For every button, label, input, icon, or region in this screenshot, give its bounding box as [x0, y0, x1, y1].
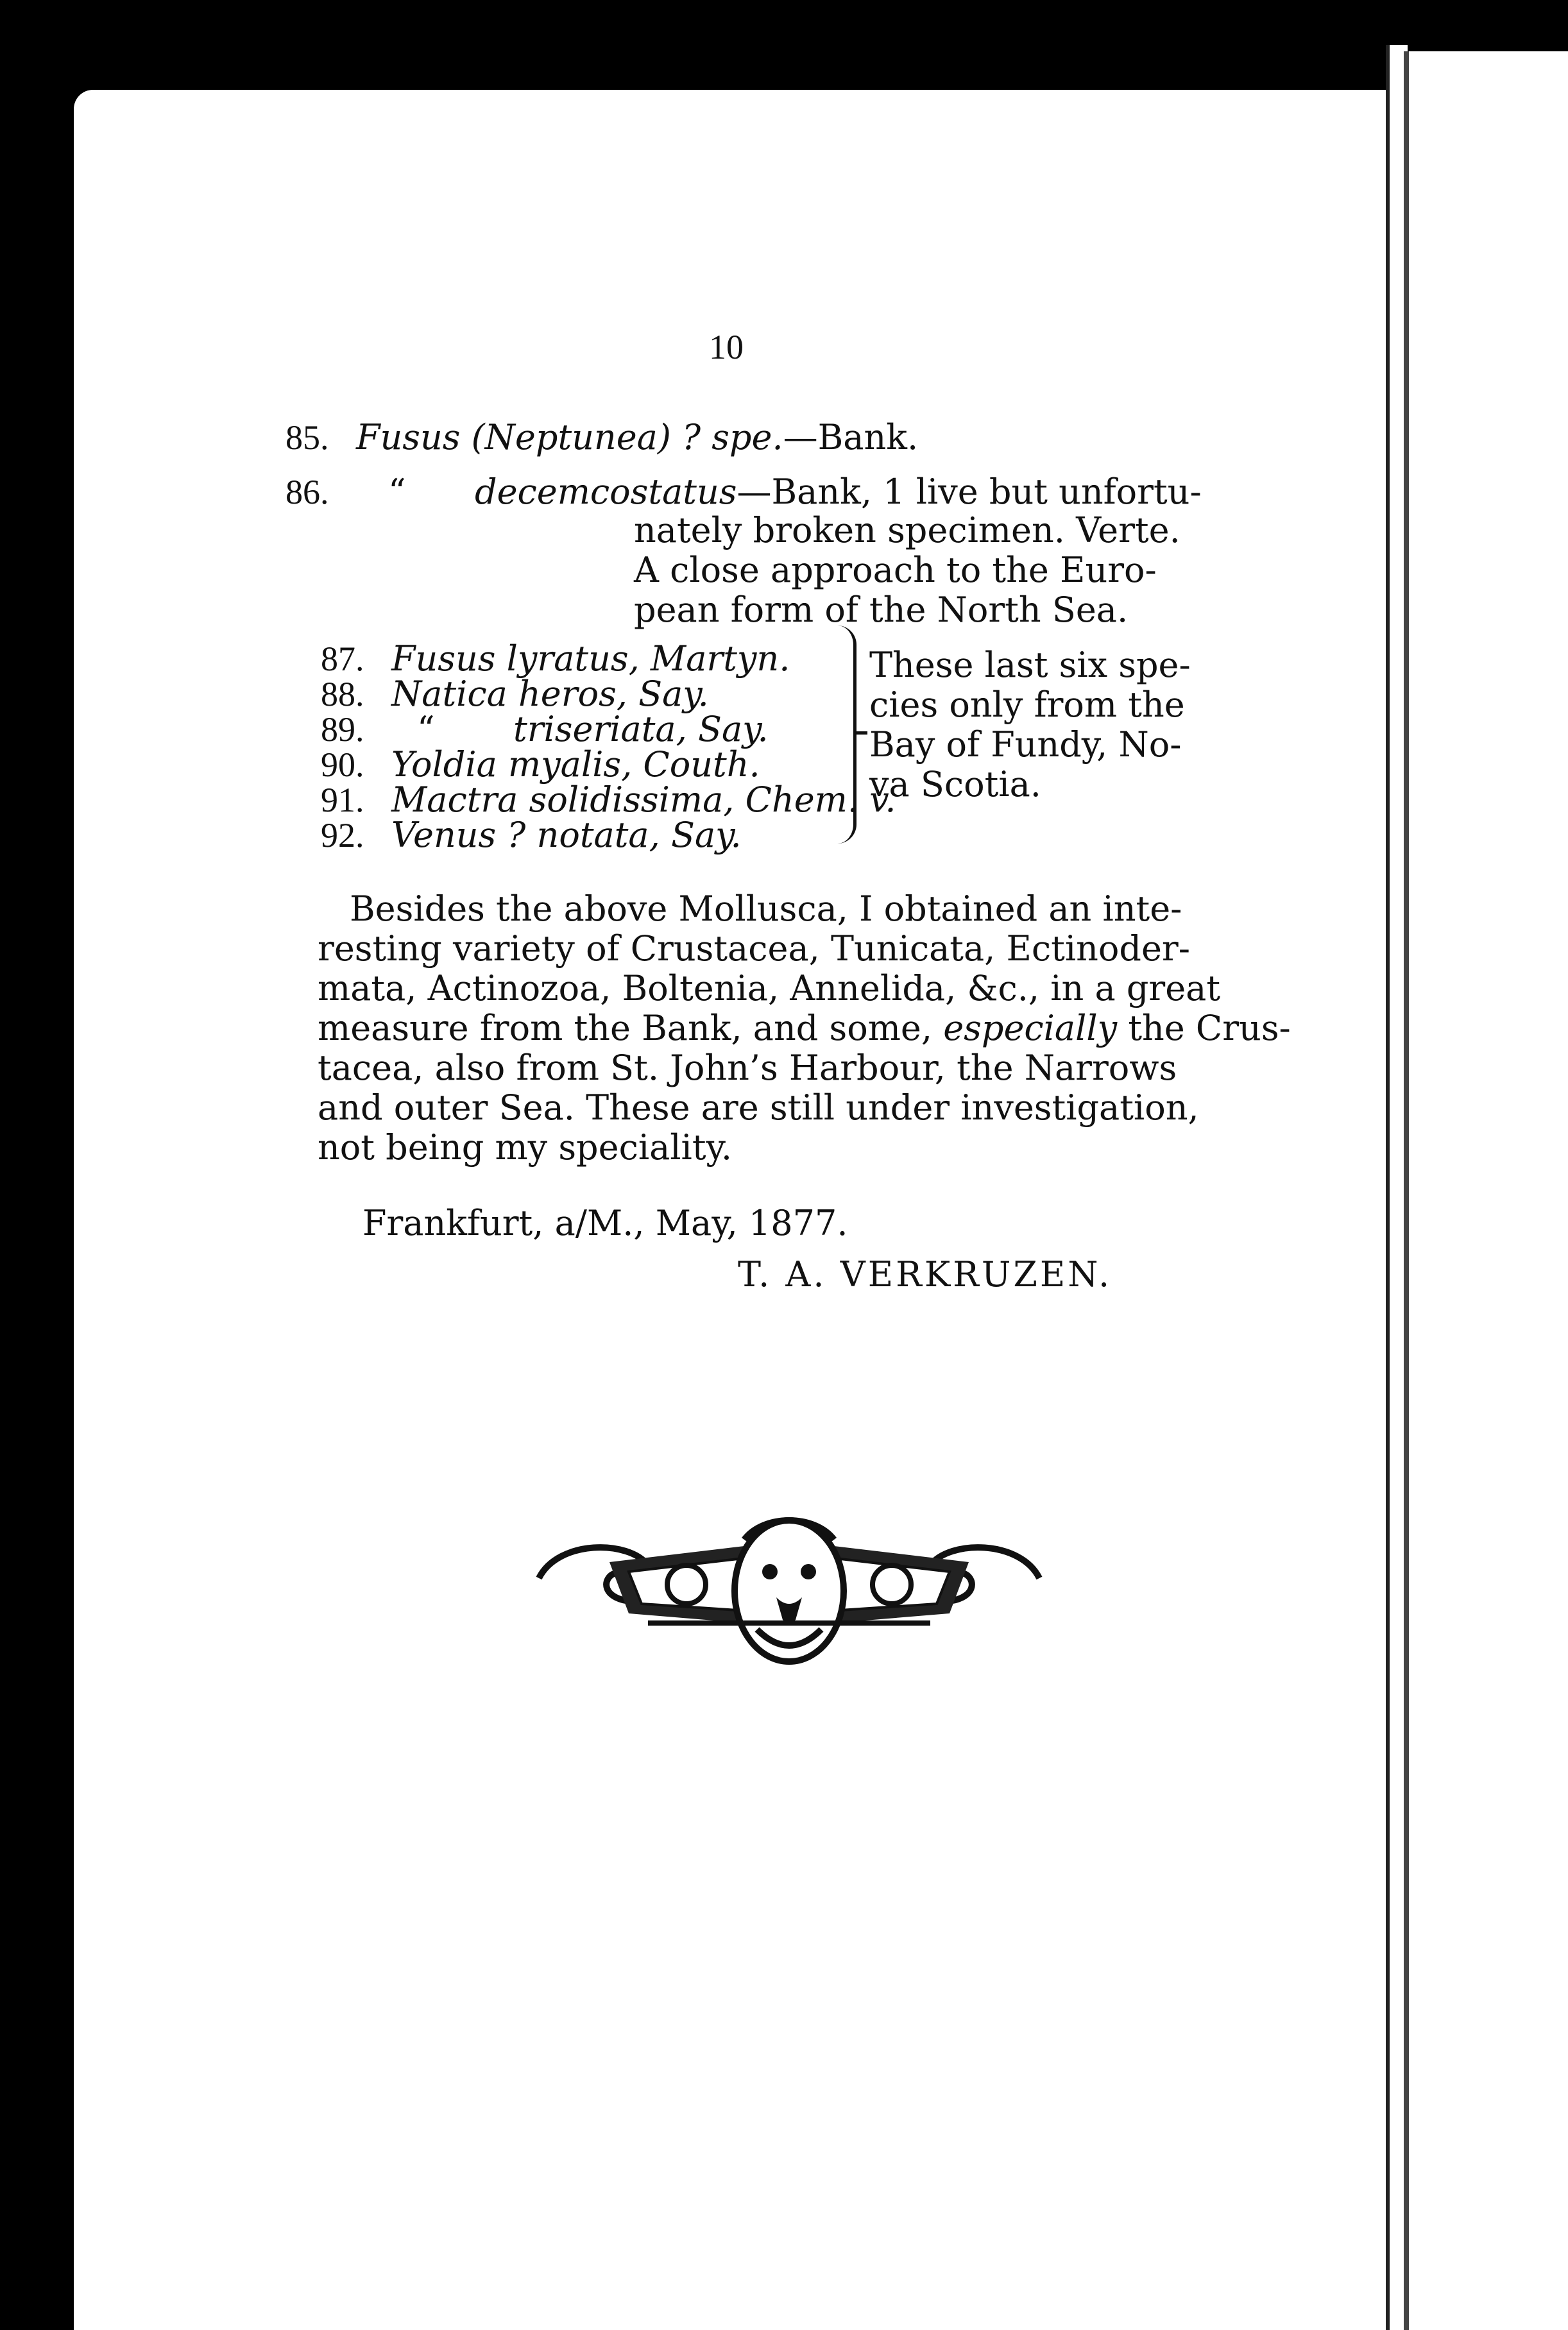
- entry-89: 89. “ triseriata, Say.: [321, 709, 769, 749]
- paragraph-line-7: not being my speciality.: [318, 1127, 733, 1168]
- paragraph-line-4: measure from the Bank, and some, especially the Crus-: [318, 1008, 1291, 1048]
- curly-brace: [828, 625, 856, 844]
- paragraph-line-6: and outer Sea. These are still under investigation,: [318, 1087, 1199, 1128]
- lion-head-ornament-icon: [533, 1501, 1046, 1674]
- entry-86-line-2: nately broken specimen. Verte.: [634, 510, 1180, 550]
- entry-90: 90. Yoldia myalis, Couth.: [321, 744, 760, 785]
- entry-86-line-4: pean form of the North Sea.: [634, 590, 1129, 630]
- entry-87: 87. Fusus lyratus, Martyn.: [321, 638, 790, 679]
- paragraph-line-3: mata, Actinozoa, Boltenia, Annelida, &c., in a great: [318, 968, 1221, 1008]
- entry-85: 85. Fusus (Neptunea) ? spe.—Bank.: [285, 417, 919, 457]
- brace-note-line-4: va Scotia.: [869, 764, 1041, 804]
- entry-88: 88. Natica heros, Say.: [321, 674, 709, 714]
- paragraph-line-5: tacea, also from St. John’s Harbour, the Narrows: [318, 1048, 1177, 1088]
- entry-92: 92. Venus ? notata, Say.: [321, 815, 742, 855]
- page-number: 10: [709, 328, 744, 366]
- brace-note-line-2: cies only from the: [869, 685, 1185, 725]
- brace-note-line-3: Bay of Fundy, No-: [869, 724, 1182, 765]
- paragraph-line-1: Besides the above Mollusca, I obtained an inte-: [350, 889, 1182, 929]
- brace-note-line-1: These last six spe-: [869, 645, 1191, 685]
- dateline: Frankfurt, a/M., May, 1877.: [362, 1203, 848, 1243]
- entry-86-line-3: A close approach to the Euro-: [634, 550, 1157, 590]
- next-page-edge: [1404, 51, 1568, 2330]
- signature: T. A. VERKRUZEN.: [738, 1254, 1112, 1295]
- entry-91: 91. Mactra solidissima, Chem. v.: [321, 779, 896, 820]
- paragraph-line-2: resting variety of Crustacea, Tunicata, Ectinoder-: [318, 928, 1190, 969]
- entry-86: 86. “ decemcostatus—Bank, 1 live but unfortu-: [285, 472, 1202, 512]
